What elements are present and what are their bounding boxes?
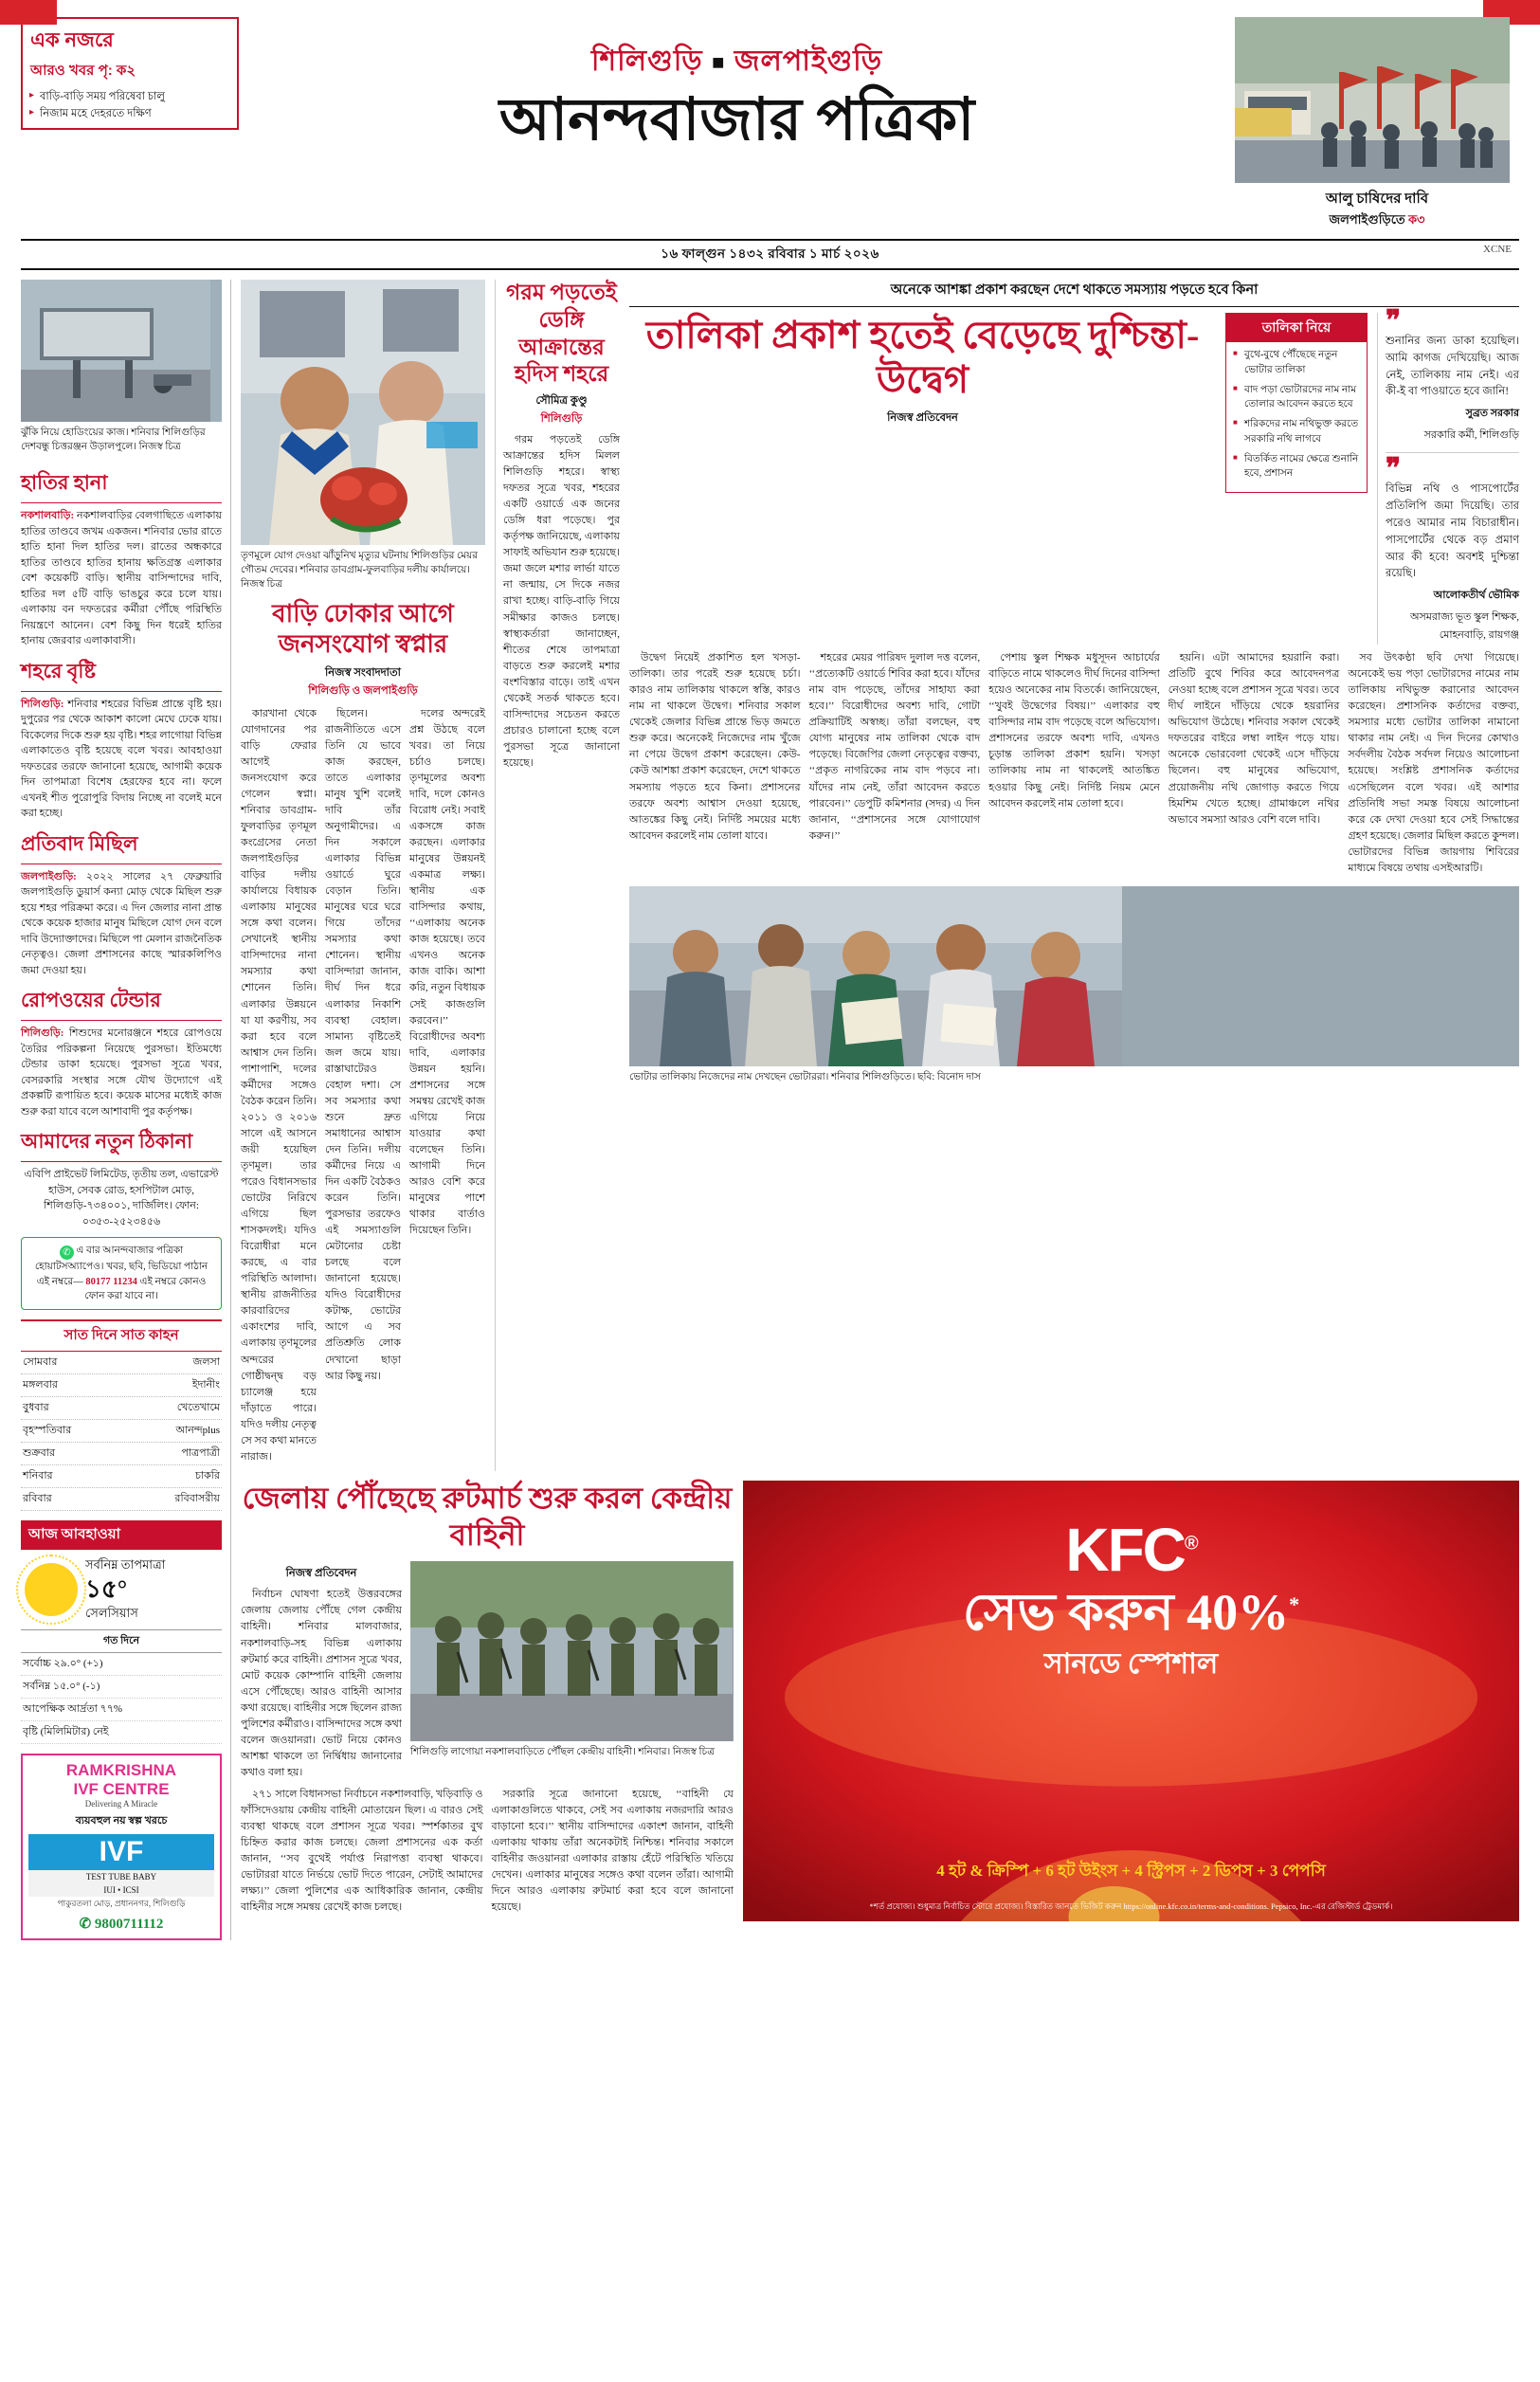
glance-item[interactable]: ▸ নিজাম মহে দেহরতে দক্ষিণ [23, 106, 237, 129]
story-main-col-4 [1169, 650, 1340, 882]
story-main-photo-wrap [629, 886, 1519, 1091]
registered-trademark-icon: ® [1184, 1533, 1197, 1555]
story-main-banner: অনেকে আশঙ্কা প্রকাশ করছেন দেশে থাকতে সমস্যায় পড়তে হবে কিনা [629, 280, 1519, 307]
promo-teaser[interactable] [1235, 17, 1519, 231]
story-main-headline-wrap [629, 313, 1216, 645]
story-main-col-2 [809, 650, 981, 882]
seven-days-row [21, 1465, 222, 1488]
weather-temperature [85, 1557, 165, 1622]
day-supplement: আনন্দplus [175, 1425, 220, 1437]
brief-body [21, 508, 222, 649]
story-route-headline[interactable]: জেলায় পৌঁছেছে রুটমার্চ শুরু করল কেন্দ্রীয় বাহিনী [242, 1481, 733, 1552]
quote-author: আলোকতীর্থ ভৌমিক [1433, 590, 1519, 602]
story-route-col-1 [241, 1587, 402, 1781]
story-left-photo-caption: তৃণমূলে যোগ দেওয়া ঝাঁড়ুনিখ মৃত্যুর ঘটনায় শিলিগুড়ির মেয়র গৌতম দেবের। শনিবার ডাবগ্রাম-ফুলবাড়ির দলীয় কার্যালয়ে। নিজস্ব চিত্র [241, 551, 479, 591]
ad-badge-2: IUI • ICSI [28, 1883, 214, 1897]
sun-icon [25, 1563, 78, 1616]
ivf-advertisement[interactable] [21, 1754, 222, 1940]
kfc-brand-text: KFC [1065, 1515, 1185, 1584]
weather-temp-value: ১৫° [85, 1574, 128, 1603]
day-supplement: রবিবাসরীয় [174, 1493, 220, 1505]
story-main-col-5 [1348, 650, 1519, 882]
story-main-headline-row [629, 305, 1519, 645]
paragraph: কারখানা থেকে যোগদানের পর বাড়ি ফেরার আগেই জনসংযোগ করে গেলেন স্বপ্না। শনিবার ডাবগ্রাম-ফুলবাড়ির তৃণমূল কংগ্রেসের নেতা জলপাইগুড়ির বাড়ির দলীয় কার্যালয়ে বিধায়ক এলাকায় মানুষের সঙ্গে কথা বলেন। সেখানেই স্থানীয় বাসিন্দাদের নানা সমস্যার কথা শোনেন তিনি। এলাকার উন্নয়নে যা যা করণীয়, সব করা হবে বলে আশ্বাস দেন তিনি। পাশাপাশি, দলের কর্মীদের সঙ্গেও বৈঠক করেন তিনি। ২০১১ ও ২০১৬ সালে এই আসনে জয়ী হয়েছিল তৃণমূল। তার পরেও বিধানসভার ভোটের নিরিখে এগিয়ে ছিল শাসকদলই। যদিও বিরোধীরা মনে করছে, এ বার পরিস্থিতি আলাদা। স্থানীয় রাজনীতির কারবারিদের একাংশের দাবি, এলাকায় তৃণমূলের অন্দরের গোষ্ঠীদ্বন্দ্ব বড় চ্যালেঞ্জ হয়ে দাঁড়াতে পারে। যদিও দলীয় নেতৃত্ব সে সব কথা মানতে নারাজ। [241, 707, 317, 1463]
brief-place: শিলিগুড়ি: [21, 698, 64, 710]
brief-text: শিশুদের মনোরঞ্জনে শহরে রোপওয়ে তৈরির পরিকল্পনা নিয়েছে পুরসভা। ইতিমধ্যে টেন্ডার ডাকা হয়েছে। পুরসভা সূত্রে খবর, বেসরকারি সংস্থার সঙ্গে যৌথ উদ্যোগে এই প্রকল্পটি রূপায়িত হবে। কয়েক মাসের মধ্যেই কাজ শুরু করা যাবে বলে আশাবাদী পুর কর্তৃপক্ষ। [21, 1027, 222, 1118]
office-address: এবিপি প্রাইভেট লিমিটেড, তৃতীয় তল, এভারেস্ট হাউস, সেবক রোড, হসপিটাল মোড়, শিলিগুড়ি-৭৩৪০০১, দার্জিলিং। ফোন: ০৩৫৩-২৫২৩৪৫৬ [24, 1169, 219, 1227]
brief-body [21, 869, 222, 979]
main-area [241, 280, 1519, 1940]
weather-body [21, 1550, 222, 1629]
glance-item[interactable]: ▸ বাড়ি-বাড়ি সময় পরিষেবা চালু [23, 89, 237, 106]
weather-row: সর্বোচ্চ ২৯.০° (+১) [21, 1653, 222, 1676]
quote-author-role: সরকারি কর্মী, শিলিগুড়ি [1423, 429, 1519, 442]
brief-text: ২০২২ সালের ২৭ ফেব্রুয়ারি জলপাইগুড়ি ডুয়ার্স কন্যা মোড় থেকে মিছিল শুরু হয়ে শহর পরিক্রমা করে। এ দিন জেলার নানা প্রান্ত থেকে কয়েক হাজার মানুষ মিছিলে যোগ দেন বলে দাবি উদ্যোক্তাদের। মিছিলে পা মেলান রাজনৈতিক নেতৃত্বও। জেলা প্রশাসনের কাছে স্মারকলিপিও জমা দেওয়া হয়। [21, 870, 222, 976]
at-a-glance-box [21, 17, 239, 130]
edition-kicker [248, 38, 1225, 86]
left-rail-photo-caption: ঝুঁকি নিয়ে হোডিংয়ের কাজ। শনিবার শিলিগুড়ির দেশবন্ধু চিত্তরঞ্জন উড়ালপুলে। নিজস্ব চিত্র [21, 427, 206, 453]
brief-place: শিলিগুড়ি: [21, 1027, 64, 1040]
seven-days-row [21, 1443, 222, 1465]
kfc-items-line [743, 1859, 1519, 1885]
seven-days-list [21, 1352, 222, 1511]
promo-photo-illustration [1235, 17, 1510, 183]
quote-block [1386, 305, 1519, 445]
story-left-col-3 [409, 706, 485, 1471]
seven-days-heading: সাত দিনে সাত কাহন [21, 1319, 222, 1352]
kfc-advertisement[interactable] [743, 1481, 1519, 1921]
whatsapp-box[interactable] [21, 1237, 222, 1310]
ad-phone-number: 9800711112 [94, 1916, 164, 1932]
brief-heading: রোপওয়ের টেন্ডার [21, 985, 222, 1021]
story-dengue [495, 280, 620, 1471]
weather-row: বৃষ্টি (মিলিমিটার) নেই [21, 1721, 222, 1744]
sidebox-item: ■ শরিকদের নাম নথিভুক্ত করতে সরকারি নথি লাগবে [1233, 417, 1360, 447]
left-rail-photo [21, 280, 222, 422]
story-route-col-3 [492, 1787, 734, 1921]
masthead-center [248, 17, 1225, 153]
weather-sub-heading: গত দিনে [21, 1629, 222, 1653]
whatsapp-icon: ✆ [60, 1246, 74, 1260]
brief-section [21, 828, 222, 979]
story-main-col-1 [629, 650, 801, 882]
day-supplement: খেতেখামে [176, 1402, 220, 1414]
sidebox-heading: তালিকা নিয়ে [1226, 314, 1367, 342]
paragraph: শহরের মেয়র পারিষদ দুলাল দত্ত বলেন, ‘‘প্রত্যেকটি ওয়ার্ডে শিবির করা হবে। যাঁদের নাম বাদ পড়েছে, তাঁদের সাহায্য করা হবে।’’ বিরোধীদের অবশ্য দাবি, গোটা প্রক্রিয়াটিই অস্বচ্ছ। তাঁরা বলছেন, বহু যোগ্য মানুষের নাম তালিকা থেকে বাদ পড়েছে। বিজেপির জেলা নেতৃত্বের বক্তব্য, ‘‘প্রকৃত নাগরিকের নাম বাদ পড়বে না। যাঁদের নাম নেই, তাঁরা আবেদন করতে পারবেন।’’ ডেপুটি কমিশনার (সদর) এ দিন জানান, ‘‘প্রশাসনের সঙ্গে যোগাযোগ করুন।’’ [808, 652, 981, 842]
ad-headline: IVF [28, 1834, 214, 1870]
story-route-photo-caption: শিলিগুড়ি লাগোয়া নকশালবাড়িতে পৌঁছল কেন্দ্রীয় বাহিনী। শনিবার। নিজস্ব চিত্র [410, 1747, 715, 1758]
address-heading: আমাদের নতুন ঠিকানা [21, 1126, 222, 1162]
weather-row: সর্বনিম্ন ১৫.০° (-১) [21, 1676, 222, 1699]
day-supplement: ইদানীং [191, 1379, 220, 1391]
paragraph: পেশায় স্কুল শিক্ষক মধুসূদন আচার্যের বাড়িতে নামে থাকলেও দীর্ঘ দিনের বাসিন্দা হয়েও অনেকের নাম বিতর্কে। জানিয়েছেন, ‘‘খুবই উদ্বেগের বিষয়।’’ এলাকার বহু বাসিন্দার নাম বাদ পড়েছে বলে অভিযোগ। প্রশাসনের তরফে অবশ্য দাবি, এখনও চূড়ান্ত তালিকা প্রকাশ হয়নি। খসড়া তালিকায় নাম না থাকলেই আতঙ্কিত হওয়ার কিছু নেই। নির্দিষ্ট নিয়ম মেনে আবেদন করলেই নাম তোলা হবে। [988, 652, 1160, 809]
day-label: শুক্রবার [23, 1447, 56, 1460]
day-label: বৃহস্পতিবার [23, 1425, 72, 1437]
brief-place: নকশালবাড়ি: [21, 510, 75, 522]
day-label: মঙ্গলবার [23, 1379, 58, 1391]
day-label: রবিবার [23, 1493, 52, 1505]
story-main-headline[interactable]: তালিকা প্রকাশ হতেই বেড়েছে দুশ্চিন্তা-উদ্বেগ [645, 314, 1200, 402]
brief-place: জলপাইগুড়ি: [21, 870, 77, 882]
paragraph: ২৭১ সালে বিধানসভা নির্বাচনে নকশালবাড়ি, খড়িবাড়ি ও ফাঁসিদেওয়ায় কেন্দ্রীয় বাহিনী মোতায়েন ছিল। এ বারও সেই ব্যবস্থা থাকছে বলে প্রশাসন সূত্রে খবর। স্পর্শকাতর বুথ চিহ্নিত করার কাজ চলছে। জেলা প্রশাসনের এক কর্তা জানান, ‘‘সব বুথেই পর্যাপ্ত নিরাপত্তা ব্যবস্থা থাকবে। ভোটাররা যাতে নির্ভয়ে ভোট দিতে পারেন, সেটাই আমাদের লক্ষ্য।’’ জেলা পুলিশের এক আধিকারিক জানান, কেন্দ্রীয় বাহিনীর সঙ্গে সমন্বয় রেখেই কাজ চলছে। [241, 1788, 483, 1914]
list-sidebox [1225, 313, 1368, 493]
kfc-logo [743, 1515, 1519, 1585]
story-dengue-body [503, 432, 620, 772]
story-main-photo-caption: ভোটার তালিকায় নিজেদের নাম দেখছেন ভোটাররা। শনিবার শিলিগুড়িতে। ছবি: বিনোদ দাস [629, 1071, 981, 1082]
seven-days-row [21, 1374, 222, 1397]
whatsapp-note: এ বার আনন্দবাজার পত্রিকা হোয়াটসঅ্যাপেও। খবর, ছবি, ভিডিয়ো পাঠান এই নম্বরে— [34, 1246, 208, 1287]
seven-days-row [21, 1397, 222, 1420]
weather-main-label: সর্বনিম্ন তাপমাত্রা [85, 1557, 166, 1573]
seven-days-row [21, 1420, 222, 1443]
at-a-glance-subtitle: আরও খবর পৃ: ক২ [30, 63, 136, 79]
story-left-byline [241, 664, 485, 700]
masthead [21, 17, 1519, 231]
story-main-photo-row [629, 886, 1519, 1091]
day-supplement: চাকরি [194, 1470, 220, 1482]
quotes-column [1377, 305, 1519, 645]
day-label: শনিবার [23, 1470, 53, 1482]
brief-body [21, 697, 222, 822]
byline-name: নিজস্ব সংবাদদাতা [325, 666, 401, 679]
paragraph: ছিলেন। রাজনীতিতে এসে তিনি যে ভাবে কাজ করছেন, তাতে এলাকার মানুষ খুশি বলেই দাবি তাঁর অনুগামীদের। এ দিন সকালে এলাকার বিভিন্ন ওয়ার্ডে ঘুরে বেড়ান তিনি। মানুষের ঘরে ঘরে গিয়ে তাঁদের সমস্যার কথা শোনেন। স্থানীয় বাসিন্দারা জানান, দীর্ঘ দিন ধরে এলাকার নিকাশি ব্যবস্থা বেহাল। সামান্য বৃষ্টিতেই জল জমে যায়। রাস্তাঘাটেরও বেহাল দশা। সে সব সমস্যার কথা শুনে দ্রুত সমাধানের আশ্বাস দেন তিনি। দলীয় কর্মীদের নিয়ে এ দিন একটি বৈঠকও করেন তিনি। পুরসভার তরফেও এই সমস্যাগুলি মেটানোর চেষ্টা চলছে বলে জানানো হয়েছে। যদিও বিরোধীদের কটাক্ষ, ভোটের আগে এ সব প্রতিশ্রুতি লোক দেখানো ছাড়া আর কিছু নয়। [325, 707, 401, 1382]
story-route-top [241, 1561, 734, 1787]
story-main-photo [629, 886, 1519, 1066]
quote-block [1386, 453, 1519, 645]
byline-place: শিলিগুড়ি ও জলপাইগুড়ি [308, 684, 418, 697]
story-left-body-columns [241, 706, 485, 1471]
story-left-col-1 [241, 706, 317, 1471]
weather-row: আপেক্ষিক আর্দ্রতা ৭৭% [21, 1699, 222, 1721]
paragraph: সব উৎকণ্ঠা ছবি দেখা গিয়েছে। অনেকেই ভয় পড়া ভোটারদের নামের নাম তালিকায় নথিভুক্ত করানোর আবেদন করেছেন। প্রশাসনিক কর্তাদের বক্তব্য, সমস্যার মধ্যে ভোটার তালিকা নামানো থাকার নাম নেই। এ দিন দিনের কোথাও সর্বদলীয় বৈঠক সর্বদল নিয়েও আলোচনা হয়েছে। সংশ্লিষ্ট প্রশাসনিক কর্তাদের এসেছিলেন বলে খবর। এই আশার প্রতিনিধি সভা সমস্ত বিষয়ে আলোচনা করে কে দেখা দেওয়া হবে সেই সিদ্ধান্তের গ্রহণ হয়েছে। জেলার মিছিল করতে কুন্দল। ভোটারদের বিভিন্ন জায়গায় শিবিরের মাধ্যমে বিষয়ে তথায় এসইআরটি। [1348, 652, 1519, 874]
ad-badge: TEST TUBE BABY [28, 1870, 214, 1883]
quote-text: শুনানির জন্য ডাকা হয়েছিল। আমি কাগজ দেখিয়েছি। আজ নেই, তালিকায় নাম নেই। এর কী-ই বা পাওয়াতে হবে জানি! [1386, 336, 1519, 398]
kfc-items-text: 4 হট & ক্রিস্পি + 6 হট উইংস + 4 স্ট্রিপস + 2 ডিপস + 3 পেপসি [936, 1862, 1326, 1881]
sidebox-item: ■ বাদ পড়া ভোটারদের নাম নাম তোলার আবেদন করতে হবে [1233, 383, 1360, 413]
kfc-offer-line [743, 1585, 1519, 1641]
quote-icon: ❞ [1386, 453, 1402, 485]
at-a-glance-title: এক নজরে [23, 19, 237, 58]
quote-text: বিভিন্ন নথি ও পাসপোর্টের প্রতিলিপি জমা দিয়েছি। তার পরেও আমার নাম বিচারাধীন। পাসপোর্টের থেকে বড় প্রমাণ আর কী হবে! অবশই দুশ্চিন্তা রয়েছি। [1386, 483, 1519, 580]
story-main-body-columns [629, 650, 1519, 882]
quote-author: সুব্রত সরকার [1465, 408, 1519, 420]
brief-text: নকশালবাড়ির বেলগাছিতে এলাকায় হাতির তাণ্ডবে জখম একজন। শনিবার ভোর রাতে হাতি হানা দিল হাতির দল। রাতের অন্ধকারে হাতির তাণ্ডবে হাতির হানায় ক্ষতিগ্রস্ত এলাকার বেশ কয়েকটি বাড়ি। স্থানীয় বাসিন্দাদের দাবি, হাতির দল ৫টি বাড়ি ভাঙচুর করে চলে যায়। এলাকায় বন দফতরের কর্মীরা পৌঁছে পরিস্থিতি নিয়ন্ত্রণে আনেন। বেশ কিছু দিন ধরেই হাতির হানায় জেরবার এলাকাবাসী। [21, 510, 223, 647]
ad-line: ব্যয়বহুল নয় স্বল্প খরচে [75, 1814, 168, 1827]
ad-brand-name: RAMKRISHNA [65, 1760, 177, 1779]
day-supplement: পাত্রপাত্রী [181, 1447, 220, 1460]
story-dengue-byline [503, 392, 620, 428]
story-route-lead [241, 1561, 402, 1787]
day-label: সোমবার [23, 1356, 58, 1369]
paragraph: গরম পড়তেই ডেঙ্গি আক্রান্তের হদিস মিলল শিলিগুড়ি শহরে। স্বাস্থ্য দফতর সূত্রে খবর, শহরের একটি ওয়ার্ডে এক জনের ডেঙ্গি ধরা পড়েছে। পুর কর্তৃপক্ষ জানিয়েছে, এলাকায় সাফাই অভিযান শুরু হয়েছে। জমা জলে মশার লার্ভা যাতে না জন্মায়, সে দিকে নজর রাখা হচ্ছে। বাড়ি-বাড়ি গিয়ে সমীক্ষার কাজও চলছে। স্বাস্থ্যকর্তারা জানাচ্ছেন, শীতের শেষে তাপমাত্রা বাড়তে শুরু করলেই মশার বংশবিস্তার বাড়ে। তাই এখন থেকেই সতর্ক থাকতে হবে। বাসিন্দাদের সচেতন করতে প্রচারও চালানো হচ্ছে বলে পুরসভা সূত্রে জানানো হয়েছে। [503, 434, 620, 769]
paragraph: উদ্বেগ নিয়েই প্রকাশিত হল খসড়া-তালিকা। তার পরেই শুরু হয়েছে চর্চা। কারও নাম তালিকায় থাকলে স্বস্তি, কারও নাম না থাকলে উদ্বেগ। শনিবার সকাল থেকেই জেলার বিভিন্ন প্রান্তে ভিড় জমতে শুরু করে। অনেকেই নিজেদের নাম খুঁজে না পেয়ে উদ্বেগ প্রকাশ করেছেন। কেউ-কেউ আশঙ্কা প্রকাশ করেছেন, দেশে থাকতে সমস্যায় পড়তে হবে কিনা। প্রশাসনের তরফে অবশ্য আশ্বাস দেওয়া হয়েছে, আতঙ্কের কিছু নেই। নির্দিষ্ট সময়ের মধ্যে আবেদন করলেই নাম তোলা যাবে। [629, 652, 801, 842]
brief-heading: হাতির হানা [21, 467, 222, 503]
weather-heading: আজ আবহাওয়া [21, 1520, 222, 1550]
story-route [241, 1481, 734, 1921]
promo-caption: আলু চাষিদের দাবি [1325, 191, 1429, 207]
brief-heading: শহরে বৃষ্টি [21, 656, 222, 692]
date-rule [21, 239, 1519, 270]
story-left-column [241, 280, 485, 1471]
page-title: আনন্দবাজার পত্রিকা [498, 88, 975, 153]
weather-temp-unit: সেলসিয়াস [85, 1605, 138, 1620]
kfc-terms-line [756, 1901, 1506, 1912]
whatsapp-number[interactable]: 80177 11234 [85, 1276, 137, 1287]
security-forces-photo-illustration [410, 1561, 733, 1741]
kicker-right: জলপাইগুড়ি [734, 45, 883, 77]
kfc-terms-text: *শর্ত প্রযোজ্য। শুধুমাত্র নির্বাচিত স্টোরে প্রযোজ্য। বিস্তারিত জানতে ভিজিট করুন https://online.kfc.co.in/terms-and-conditions. Pepsico, Inc.-এর রেজিস্টার্ড ট্রেডমার্ক। [869, 1901, 1393, 1912]
brief-section [21, 467, 222, 649]
story-main-byline: নিজস্ব প্রতিবেদন [887, 412, 958, 425]
top-stories-row [241, 280, 1519, 1471]
sidebox-item: ■ বুথে-বুথে পৌঁছেছে নতুন ভোটার তালিকা [1233, 348, 1360, 378]
ad-phone[interactable]: ✆ 9800711112 [79, 1916, 164, 1932]
story-route-photo [410, 1561, 734, 1741]
promo-page-ref [1235, 211, 1519, 231]
hoarding-photo-illustration [21, 280, 210, 422]
story-route-col-2 [241, 1787, 483, 1921]
story-route-photo-wrap [410, 1561, 734, 1787]
day-supplement: জলসা [192, 1356, 220, 1369]
sidebox-item: ■ বিতর্কিত নামের ক্ষেত্রে শুনানি হবে, প্রশাসন [1233, 452, 1360, 482]
whatsapp-tail: এই নম্বরে কোনও ফোন করা যাবে না। [84, 1276, 207, 1301]
brief-heading: প্রতিবাদ মিছিল [21, 828, 222, 864]
ad-brand-name-2: IVF CENTRE [73, 1779, 170, 1798]
ad-address: পাকুরতলা মোড়, প্রধাননগর, শিলিগুড়ি [57, 1898, 186, 1908]
story-left-photo [241, 280, 485, 545]
seven-days-row [21, 1488, 222, 1511]
voters-photo-illustration [629, 886, 1122, 1066]
asterisk-icon: * [1289, 1591, 1300, 1616]
quote-icon: ❞ [1386, 305, 1402, 336]
brief-section [21, 656, 222, 822]
paragraph: সরকারি সূত্রে জানানো হয়েছে, ‘‘বাহিনী যে এলাকাগুলিতে থাকবে, সেই সব এলাকায় নজরদারি আরও বাড়ানো হবে।’’ স্থানীয় বাসিন্দাদের একাংশ জানান, বাহিনী এলাকায় থাকায় তাঁরা অনেকটাই নিশ্চিন্ত। শনিবার সকালে বাহিনীর জওয়ানরা এলাকার রাস্তায় হেঁটে পরিস্থিতি খতিয়ে দেখেন। এলাকার মানুষের সঙ্গেও কথা বলেন তাঁরা। আগামী দিনে আরও এলাকায় রুটমার্চ করা হবে বলে জানানো হয়েছে। [491, 1788, 734, 1914]
kicker-separator-icon: ■ [712, 50, 726, 75]
publication-date: ১৬ ফাল্গুন ১৪৩২ রবিবার ১ মার্চ ২০২৬ [661, 246, 879, 261]
paragraph: হয়নি। এটা আমাদের হয়রানি করা। প্রতিটি বুথে শিবির করে আবেদনপত্র নেওয়া হচ্ছে বলে প্রশাসন সূত্রে খবর। তবে দীর্ঘ লাইনে দাঁড়িয়ে থেকে হয়রানির অভিযোগ উঠেছে। শনিবার সকাল থেকেই দফতরের বাইরে লম্বা লাইন পড়ে যায়। অনেকে ভোরবেলা থেকেই এসে দাঁড়িয়ে ছিলেন। বহু মানুষের অভিযোগ, প্রয়োজনীয় নথি জোগাড় করতে গিয়ে হিমশিম খেতে হচ্ছে। গ্রামাঞ্চলে নথির অভাবে সমস্যা আরও বেশি বলে দাবি। [1168, 652, 1340, 826]
story-left-col-2 [325, 706, 401, 1471]
story-route-byline: নিজস্ব প্রতিবেদন [285, 1568, 357, 1580]
story-main-sidebox-wrap [1225, 313, 1368, 645]
day-label: বুধবার [23, 1402, 49, 1414]
content-grid [21, 280, 1519, 1940]
quote-author-role: অসমরাজ্য ভূত স্কুল শিক্ষক, মোহনবাড়ি, রায়গঞ্জ [1409, 611, 1519, 642]
story-dengue-headline[interactable]: গরম পড়তেই ডেঙ্গি আক্রান্তের হদিস শহরে [506, 281, 617, 387]
kfc-food-illustration [743, 1727, 1519, 1921]
promo-page-number: ক৩ [1407, 212, 1425, 227]
top-red-bar-left [0, 0, 57, 25]
promo-photo [1235, 17, 1510, 183]
story-main [629, 280, 1519, 1471]
byline-name: সৌমিত্র কুণ্ডু [535, 395, 588, 407]
kfc-offer-subline: সানডে স্পেশাল [1043, 1648, 1219, 1681]
story-route-bottom [241, 1787, 734, 1921]
story-left-headline[interactable]: বাড়ি ঢোকার আগে জনসংযোগ স্বপ্নার [272, 599, 454, 659]
lower-row [241, 1481, 1519, 1921]
brief-body [21, 1026, 222, 1119]
seven-days-row [21, 1352, 222, 1374]
story-main-col-3 [988, 650, 1160, 882]
politician-photo-illustration [241, 280, 485, 545]
ad-tagline: Delivering A Miracle [84, 1798, 158, 1809]
paragraph: দলের অন্দরেই প্রশ্ন উঠছে বলে খবর। তা নিয়ে চর্চাও চলছে। তৃণমূলের অবশ্য দাবি, দলে কোনও বিরোধ নেই। সবাই একসঙ্গে কাজ করছেন। এলাকার মানুষের উন্নয়নই একমাত্র লক্ষ্য। স্থানীয় এক বাসিন্দার কথায়, ‘‘এলাকায় অনেক কাজ হয়েছে। তবে এখনও অনেক কাজ বাকি। আশা করি, নতুন বিধায়ক সেই কাজগুলি করবেন।’’ বিরোধীদের অবশ্য দাবি, এলাকার উন্নয়ন হয়নি। প্রশাসনের সঙ্গে সমন্বয় রেখেই কাজ এগিয়ে নিয়ে যাওয়ার কথা বলেছেন তিনি। আগামী দিনে আরও বেশি করে মানুষের পাশে থাকার বার্তাও দিয়েছেন তিনি। [409, 707, 485, 1237]
brief-text: শনিবার শহরের বিভিন্ন প্রান্তে বৃষ্টি হয়। দুপুরের পর থেকে আকাশ কালো মেঘে ঢেকে যায়। বিকেলের দিকে শুরু হয় বৃষ্টি। শহর লাগোয়া বিভিন্ন এলাকাতেও বৃষ্টি হয়েছে বলে খবর। আবহাওয়া দফতরের তরফে জানানো হয়েছে, আগামী কয়েক দিন তাপমাত্রা বিশেষ হেরফের হবে না। ফলে এখনই শীত পুরোপুরি বিদায় নিচ্ছে না বলেই মনে করা হচ্ছে। [21, 698, 223, 820]
promo-page-ref-text: জলপাইগুড়িতে [1329, 212, 1408, 227]
byline-place: শিলিগুড়ি [540, 413, 583, 425]
kicker-left: শিলিগুড়ি [590, 45, 703, 77]
brief-section [21, 985, 222, 1119]
left-rail [21, 280, 231, 1940]
kfc-offer-text: সেভ করুন 40% [962, 1583, 1290, 1641]
paragraph: নির্বাচন ঘোষণা হতেই উত্তরবঙ্গের জেলায় জেলায় পৌঁছে গেল কেন্দ্রীয় বাহিনী। শনিবার মালবাজার, নকশালবাড়ি-সহ বিভিন্ন এলাকায় রুটমার্চ করে বাহিনী। প্রশাসন সূত্রে খবর, মোট কয়েক কোম্পানি বাহিনী জেলায় এসে পৌঁছেছে। আরও বাহিনী আসার কথা রয়েছে। বাহিনীর সঙ্গে ছিলেন রাজ্য পুলিশের কর্মীরাও। বাসিন্দাদের সঙ্গে কথা বলেন জওয়ানরা। ভোট নিয়ে কোনও আশঙ্কা থাকলে তা নির্দ্বিধায় জানানোর কথাও বলা হয়। [241, 1589, 402, 1778]
sidebox-body [1226, 342, 1367, 492]
edition-code: XCNE [1483, 244, 1512, 255]
